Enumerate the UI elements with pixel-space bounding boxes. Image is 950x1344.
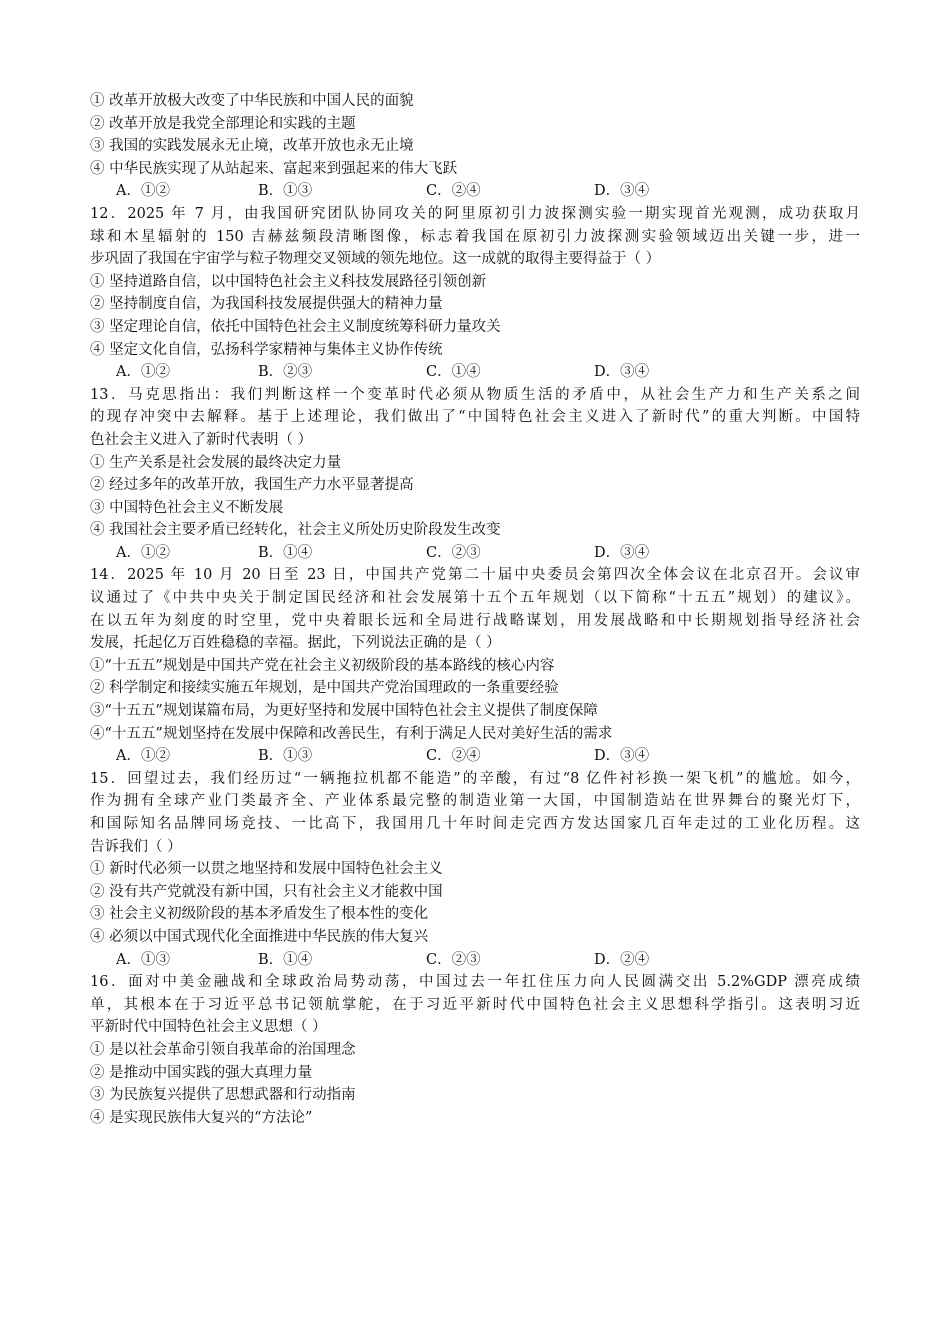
question-14 (90, 564, 860, 767)
option-a: A．①③ (116, 951, 170, 968)
question-stem: 作为拥有全球产业门类最齐全、产业体系最完整的制造业第一大国，中国制造站在世界舞台的聚光灯下， (90, 793, 860, 810)
answer-options (90, 180, 860, 203)
question-stem: 告诉我们（ ） (90, 838, 182, 855)
choice-item: ④“十五五”规划坚持在发展中保障和改善民生，有利于满足人民对美好生活的需求 (90, 725, 613, 742)
choice-item: ③ 坚定理论自信，依托中国特色社会主义制度统筹科研力量攻关 (90, 318, 501, 335)
question-stem: 议通过了《中共中央关于制定国民经济和社会发展第十五个五年规划（以下简称“十五五”规划）的建议》。 (90, 590, 860, 607)
question-stem: 16．面对中美金融战和全球政治局势动荡，中国过去一年扛住压力向人民圆满交出 5.2%GDP 漂亮成绩 (90, 974, 860, 991)
choice-item: ④ 中华民族实现了从站起来、富起来到强起来的伟大飞跃 (90, 160, 458, 177)
answer-options (90, 542, 860, 565)
option-b: B．①③ (258, 748, 313, 765)
option-d: D．③④ (594, 544, 650, 561)
exam-page (90, 90, 860, 1129)
choice-item: ② 没有共产党就没有新中国，只有社会主义才能救中国 (90, 883, 443, 900)
question-stem: 发展，托起亿万百姓稳稳的幸福。据此，下列说法正确的是（ ） (90, 635, 501, 652)
question-stem: 13．马克思指出：我们判断这样一个变革时代必须从物质生活的矛盾中，从社会生产力和生产关系之间 (90, 386, 860, 403)
choice-item: ② 经过多年的改革开放，我国生产力水平显著提高 (90, 477, 414, 494)
question-stem: 和国际知名品牌同场竞技、一比高下，我国用几十年时间走完西方发达国家几百年走过的工业化历程。这 (90, 816, 860, 832)
option-c: C．②④ (426, 748, 481, 765)
option-d: D．③④ (594, 748, 650, 765)
question-stem: 平新时代中国特色社会主义思想（ ） (90, 1019, 327, 1036)
choice-item: ① 坚持道路自信，以中国特色社会主义科技发展路径引领创新 (90, 273, 487, 290)
choice-item: ① 新时代必须一以贯之地坚持和发展中国特色社会主义 (90, 861, 443, 878)
question-stem: 球和木星辐射的 150 吉赫兹频段清晰图像，标志着我国在原初引力波探测实验领域迈出关键一步，进一 (90, 228, 860, 245)
question-stem: 在以五年为刻度的时空里，党中央着眼长远和全局进行战略谋划，用发展战略和中长期规划指导经济社会 (90, 612, 860, 629)
option-b: B．①④ (258, 544, 313, 561)
question-stem: 色社会主义进入了新时代表明（ ） (90, 431, 313, 448)
option-c: C．①④ (426, 364, 481, 381)
question-11 (90, 90, 860, 203)
choice-item: ② 是推动中国实践的强大真理力量 (90, 1064, 313, 1081)
question-13 (90, 384, 860, 565)
option-c: C．②③ (426, 544, 481, 561)
question-stem: 12．2025 年 7 月，由我国研究团队协同攻关的阿里原初引力波探测实验一期实现首光观测，成功获取月 (90, 205, 860, 222)
question-15 (90, 768, 860, 971)
choice-item: ④ 是实现民族伟大复兴的“方法论” (90, 1109, 313, 1126)
choice-item: ③ 我国的实践发展永无止境，改革开放也永无止境 (90, 138, 414, 155)
choice-item: ④ 坚定文化自信，弘扬科学家精神与集体主义协作传统 (90, 341, 443, 358)
option-c: C．②③ (426, 951, 481, 968)
option-c: C．②④ (426, 183, 481, 200)
option-b: B．①④ (258, 951, 313, 968)
question-stem: 步巩固了我国在宇宙学与粒子物理交叉领域的领先地位。这一成就的取得主要得益于（ ） (90, 251, 661, 268)
choice-item: ③“十五五”规划谋篇布局，为更好坚持和发展中国特色社会主义提供了制度保障 (90, 703, 598, 720)
question-16 (90, 971, 860, 1129)
answer-options (90, 949, 860, 972)
option-a: A．①② (116, 748, 170, 765)
choice-item: ④ 我国社会主要矛盾已经转化，社会主义所处历史阶段发生改变 (90, 522, 501, 539)
question-stem: 14．2025 年 10 月 20 日至 23 日，中国共产党第二十届中央委员会第四次全体会议在北京召开。会议审 (90, 567, 860, 584)
choice-item: ③ 为民族复兴提供了思想武器和行动指南 (90, 1087, 356, 1104)
question-stem: 的现存冲突中去解释。基于上述理论，我们做出了“中国特色社会主义进入了新时代”的重大判断。中国特 (90, 409, 860, 426)
question-stem: 单，其根本在于习近平总书记领航掌舵，在于习近平新时代中国特色社会主义思想科学指引。这表明习近 (90, 996, 860, 1013)
answer-options (90, 745, 860, 768)
question-12 (90, 203, 860, 384)
choice-item: ①“十五五”规划是中国共产党在社会主义初级阶段的基本路线的核心内容 (90, 657, 555, 674)
option-d: D．③④ (594, 364, 650, 381)
option-a: A．①② (116, 364, 170, 381)
choice-item: ① 生产关系是社会发展的最终决定力量 (90, 454, 342, 471)
option-d: D．③④ (594, 183, 650, 200)
choice-item: ③ 中国特色社会主义不断发展 (90, 499, 284, 516)
option-d: D．②④ (594, 951, 650, 968)
choice-item: ① 改革开放极大改变了中华民族和中国人民的面貌 (90, 93, 414, 109)
choice-item: ① 是以社会革命引领自我革命的治国理念 (90, 1041, 356, 1058)
choice-item: ② 坚持制度自信，为我国科技发展提供强大的精神力量 (90, 296, 443, 313)
question-stem: 15．回望过去，我们经历过“一辆拖拉机都不能造”的辛酸，有过“8 亿件衬衫换一架飞机”的尴尬。如今， (90, 770, 860, 787)
option-a: A．①② (116, 544, 170, 561)
option-b: B．②③ (258, 364, 313, 381)
choice-item: ④ 必须以中国式现代化全面推进中华民族的伟大复兴 (90, 928, 429, 945)
option-b: B．①③ (258, 183, 313, 200)
choice-item: ③ 社会主义初级阶段的基本矛盾发生了根本性的变化 (90, 906, 429, 923)
choice-item: ② 改革开放是我党全部理论和实践的主题 (90, 115, 356, 132)
choice-item: ② 科学制定和接续实施五年规划，是中国共产党治国理政的一条重要经验 (90, 680, 559, 697)
option-a: A．①② (116, 183, 170, 200)
answer-options (90, 361, 860, 384)
